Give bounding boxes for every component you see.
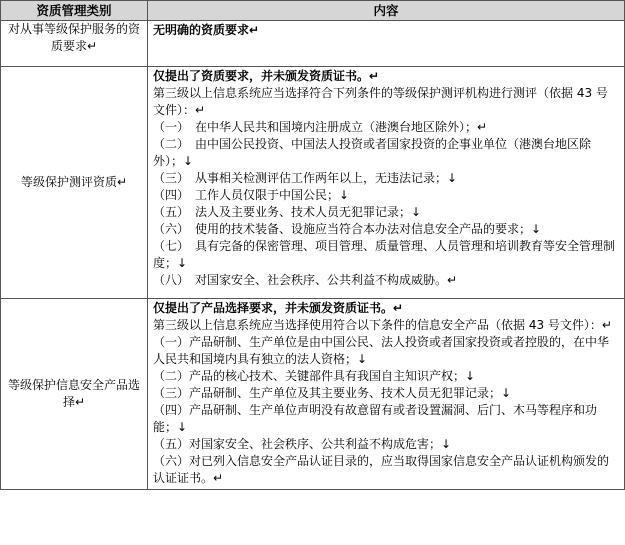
content-line: （一）产品研制、生产单位是由中国公民、法人投资或者国家投资或者控股的，在中华人民共和国境内具有独立的法人资格；↓	[153, 335, 610, 366]
table-header-row	[1, 1, 625, 21]
content-line: （三） 从事相关检测评估工作两年以上，无违法记录；↓	[153, 171, 458, 185]
content-line: （三）产品研制、生产单位及其主要业务、技术人员无犯罪记录；↓	[153, 386, 512, 400]
content-line: （二）产品的核心技术、关键部件具有我国自主知识产权；↓	[153, 369, 476, 383]
content-line: （八） 对国家安全、社会秩序、公共利益不构成威胁。↵	[153, 273, 458, 287]
category-cell: 等级保护测评资质↵	[1, 67, 148, 299]
content-cell	[148, 299, 625, 490]
content-cell	[148, 67, 625, 299]
content-line: （四）产品研制、生产单位声明没有故意留有或者设置漏洞、后门、木马等程序和功能；↓	[153, 403, 598, 434]
content-line: （七） 具有完备的保密管理、项目管理、质量管理、人员管理和培训教育等安全管理制度；↓	[153, 239, 616, 270]
table-row	[1, 299, 625, 490]
category-cell: 对从事等级保护服务的资质要求↵	[1, 21, 148, 67]
content-cell	[148, 21, 625, 67]
content-line: （五）对国家安全、社会秩序、公共利益不构成危害；↓	[153, 437, 452, 451]
content-line: 第三级以上信息系统应当选择使用符合以下条件的信息安全产品（依据 43 号文件）：↵	[153, 318, 612, 332]
content-line: （六） 使用的技术装备、设施应当符合本办法对信息安全产品的要求；↓	[153, 222, 542, 236]
category-cell: 等级保护信息安全产品选择↵	[1, 299, 148, 490]
table-row	[1, 21, 625, 67]
table-row	[1, 67, 625, 299]
content-line: （二） 由中国公民投资、中国法人投资或者国家投资的企事业单位（港澳台地区除外）；↓	[153, 137, 592, 168]
content-line: （六）对已列入信息安全产品认证目录的，应当取得国家信息安全产品认证机构颁发的认证证书。↵	[153, 454, 610, 485]
content-heading: 无明确的资质要求↵	[153, 23, 260, 37]
content-line: （五） 法人及主要业务、技术人员无犯罪记录；↓	[153, 205, 422, 219]
content-line: 第三级以上信息系统应当选择符合下列条件的等级保护测评机构进行测评（依据 43 号文件）：↵	[153, 86, 608, 117]
content-heading: 仅提出了产品选择要求，并未颁发资质证书。↵	[153, 301, 404, 315]
header-content: 内容	[148, 1, 625, 21]
content-heading: 仅提出了资质要求，并未颁发资质证书。↵	[153, 69, 380, 83]
table-body	[1, 21, 625, 490]
header-category: 资质管理类别	[1, 1, 148, 21]
content-line: （四） 工作人员仅限于中国公民；↓	[153, 188, 350, 202]
content-line: （一） 在中华人民共和国境内注册成立（港澳台地区除外）；↵	[153, 120, 488, 134]
